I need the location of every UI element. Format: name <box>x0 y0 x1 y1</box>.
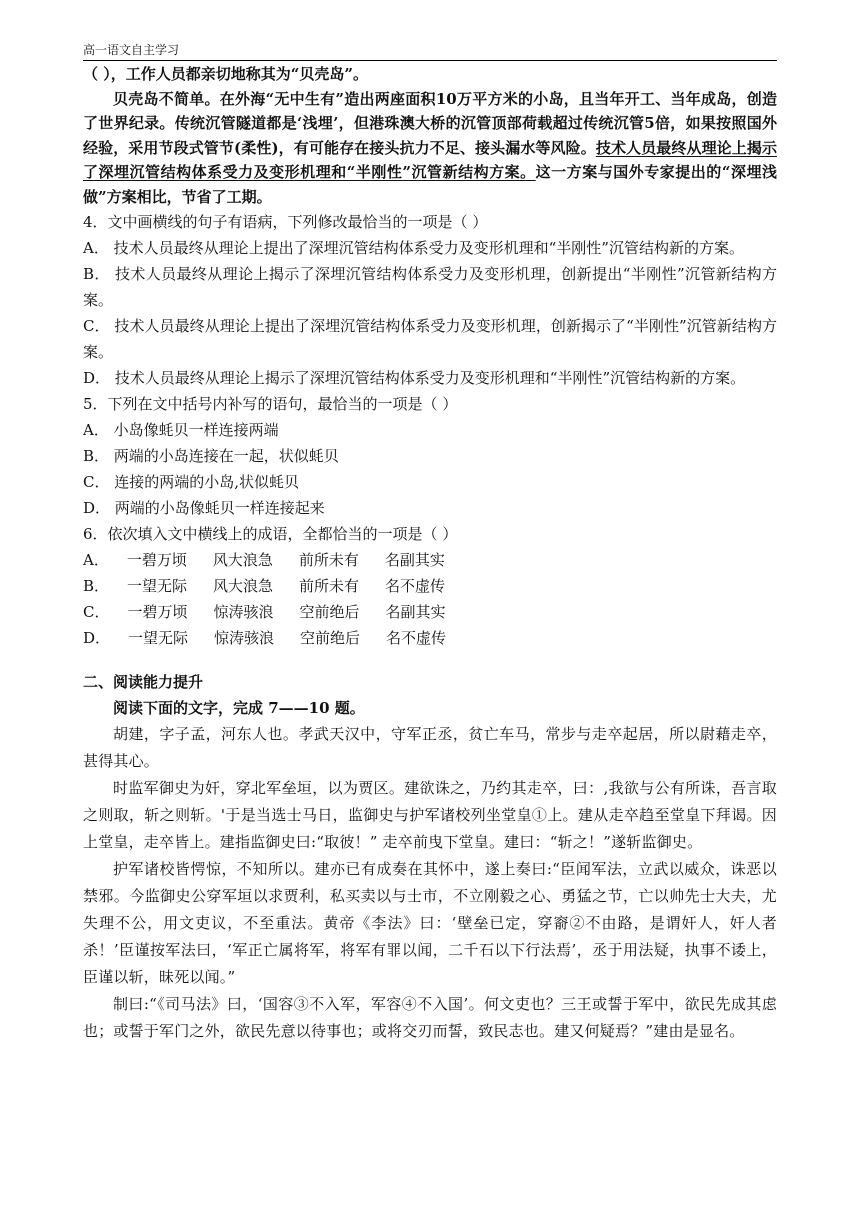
section-2-instruction: 阅读下面的文字，完成 7——10 题。 <box>113 699 365 717</box>
question-4-option-a: A． 技术人员最终从理论上提出了深埋沉管结构体系受力及变形机理和“半刚性”沉管结构新的方案。 <box>83 239 744 257</box>
idiom: 名副其实 <box>385 603 446 621</box>
classical-paragraph-2: 时监军御史为奸，穿北军垒垣，以为贾区。建欲诛之，乃约其走卒，曰：,我欲与公有所诛，吾言取之则取，斩之则斩。'于是当选士马日，监御史与护军诸校列坐堂皇①上。建从走卒趋至堂皇下拜谒。因上堂皇，走卒皆上。建指监御史曰:“取彼！” 走卒前曳下堂皇。建曰：“斩之！”遂斩监御史。 <box>83 779 777 851</box>
idiom: 风大浪急 <box>213 577 274 595</box>
option-letter: A． <box>83 551 109 569</box>
option-letter: D． <box>83 629 111 647</box>
question-5-stem: 5．下列在文中括号内补写的语句，最恰当的一项是（ ） <box>83 395 458 413</box>
idiom: 一望无际 <box>128 629 189 647</box>
question-4-option-c: C． 技术人员最终从理论上提出了深埋沉管结构体系受力及变形机理，创新揭示了“半刚性”沉管新结构方案。 <box>83 317 777 361</box>
idiom: 空前绝后 <box>299 603 360 621</box>
idiom: 前所未有 <box>298 551 359 569</box>
passage-1-paragraph <box>83 87 777 210</box>
question-6-stem: 6．依次填入文中横线上的成语，全都恰当的一项是（ ） <box>83 525 458 543</box>
question-4 <box>83 209 777 391</box>
question-6 <box>83 521 777 651</box>
question-4-option-b: B． 技术人员最终从理论上揭示了深埋沉管结构体系受力及变形机理，创新提出“半刚性”沉管新结构方案。 <box>83 265 777 309</box>
question-5-option-d: D． 两端的小岛像蚝贝一样连接起来 <box>83 499 325 517</box>
passage-1-text-after: 这一方案与国外专家提出的“深埋浅做”方案相比，节省了工期。 <box>83 163 777 206</box>
question-5-option-b: B． 两端的小岛连接在一起，状似蚝贝 <box>83 447 339 465</box>
idiom: 名副其实 <box>384 551 445 569</box>
idiom: 一碧万顷 <box>127 603 188 621</box>
classical-paragraph-1: 胡建，字子孟，河东人也。孝武天汉中，守军正丞，贫亡车马，常步与走卒起居，所以尉藉走卒，甚得其心。 <box>83 725 777 770</box>
idiom: 名不虚传 <box>386 629 447 647</box>
section-2-title: 二、阅读能力提升 <box>83 673 204 691</box>
passage-1 <box>83 62 777 209</box>
document-body <box>83 62 777 1045</box>
question-4-option-d: D． 技术人员最终从理论上揭示了深埋沉管结构体系受力及变形机理和“半刚性”沉管结构新的方案。 <box>83 369 746 387</box>
underlined-sentence: 技术人员最终从理论上揭示了深埋沉管结构体系受力及变形机理和“半刚性”沉管新结构方案。 <box>83 138 777 181</box>
question-4-stem: 4．文中画横线的句子有语病，下列修改最恰当的一项是（ ） <box>83 213 488 231</box>
idiom: 一望无际 <box>127 577 188 595</box>
idiom: 惊涛骇浪 <box>214 629 275 647</box>
idiom: 风大浪急 <box>212 551 273 569</box>
idiom: 前所未有 <box>299 577 360 595</box>
idiom: 名不虚传 <box>385 577 446 595</box>
question-6-option-b <box>83 573 777 599</box>
classical-paragraph-4: 制曰:“《司马法》曰，‘国容③不入军，军容④不入国’。何文吏也？三王或誓于军中，欲民先成其虑也；或誓于军门之外，欲民先意以待事也；或将交刃而誓，致民志也。建又何疑焉？”建由是显名。 <box>83 995 777 1040</box>
passage-1-text-before: 贝壳岛不简单。在外海“无中生有”造出两座面积10万平方米的小岛，且当年开工、当年成岛，创造了世界纪录。传统沉管隧道都是‘浅埋’，但港珠澳大桥的沉管顶部荷载超过传统沉管5倍，如果按照国外经验，采用节段式管节(柔性)，有可能存在接头抗力不足、接头漏水等风险。 <box>83 89 777 157</box>
question-6-option-a <box>83 547 777 573</box>
header-title: 高一语文自主学习 <box>83 43 180 57</box>
page-header <box>83 40 777 61</box>
idiom: 一碧万顷 <box>126 551 187 569</box>
question-6-option-c <box>83 599 777 625</box>
classical-paragraph-3: 护军诸校皆愕惊，不知所以。建亦已有成奏在其怀中，遂上奏曰:“臣闻军法，立武以威众，诛恶以禁邪。今监御史公穿军垣以求贾利，私买卖以与士市，不立刚毅之心、勇猛之节，亡以帅先士大夫，尤失理不公，用文吏议，不至重法。黄帝《李法》曰：‘壁垒已定，穿窬②不由路，是谓奸人，奸人者杀！’臣谨按军法曰，‘军正亡属将军，将军有罪以闻，二千石以下行法焉’，丞于用法疑，执事不诿上，臣谨以斩，昧死以闻。” <box>83 860 777 986</box>
question-6-option-d <box>83 625 777 651</box>
passage-1-first-line: （ ），工作人员都亲切地称其为“贝壳岛”。 <box>83 65 368 83</box>
question-5-option-a: A． 小岛像蚝贝一样连接两端 <box>83 421 279 439</box>
idiom: 惊涛骇浪 <box>213 603 274 621</box>
question-5 <box>83 391 777 521</box>
option-letter: C． <box>83 603 110 621</box>
section-2 <box>83 669 777 1045</box>
question-5-option-c: C． 连接的两端的小岛,状似蚝贝 <box>83 473 300 491</box>
idiom: 空前绝后 <box>300 629 361 647</box>
option-letter: B． <box>83 577 110 595</box>
